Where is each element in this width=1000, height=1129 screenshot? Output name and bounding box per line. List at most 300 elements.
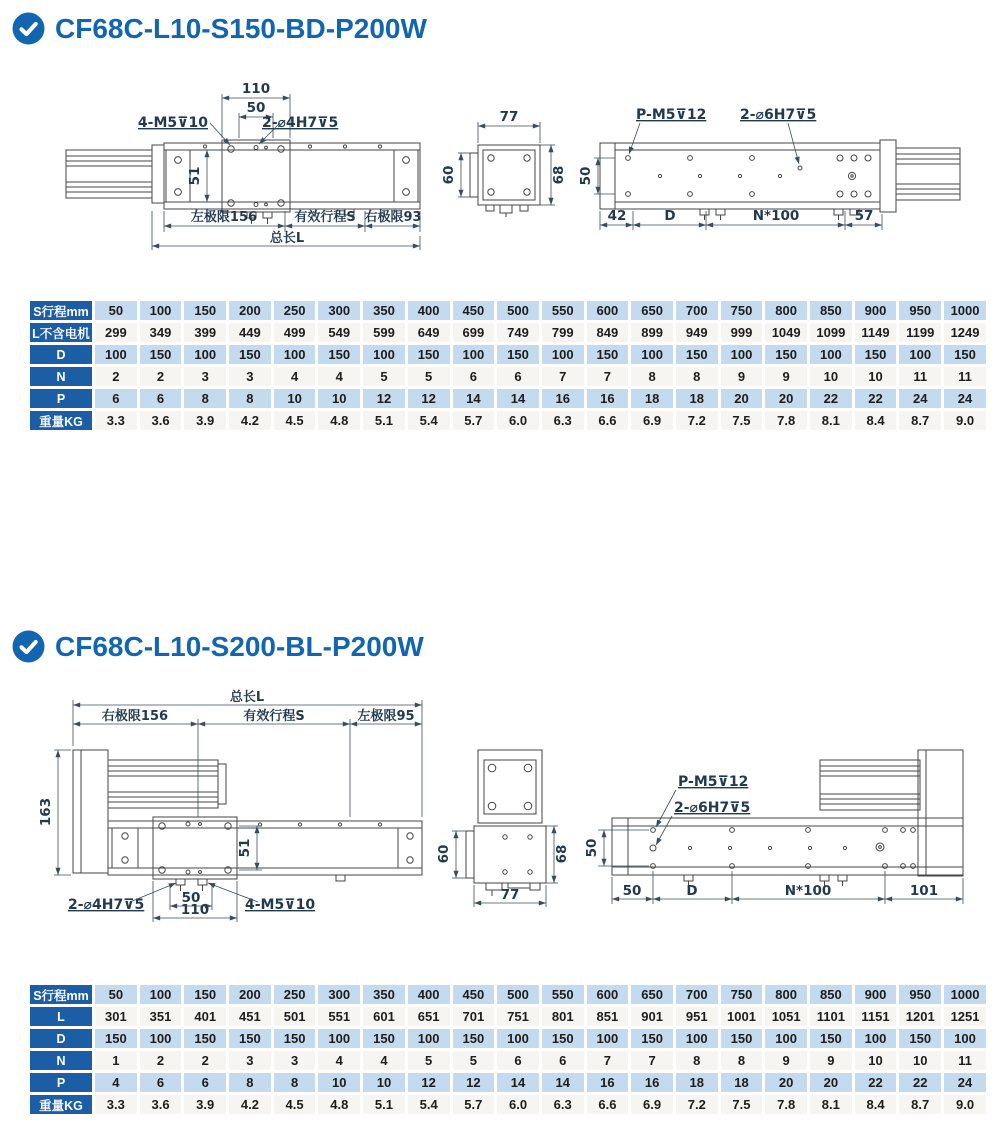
table-cell: 18	[676, 389, 718, 408]
table-cell: 100	[453, 345, 495, 364]
table-cell: 16	[542, 389, 584, 408]
dim-label: 60	[441, 165, 457, 185]
table-cell: 751	[497, 1007, 539, 1026]
table-cell: 1149	[855, 323, 897, 342]
table-row	[30, 1051, 986, 1070]
table-cell: 900	[855, 301, 897, 320]
dim-label: 101	[909, 883, 939, 899]
dim-label: 50	[578, 166, 594, 186]
dim-label: 总长L	[269, 231, 305, 246]
table-cell: 24	[899, 389, 941, 408]
table-cell: 950	[899, 301, 941, 320]
table-cell: 150	[229, 1029, 271, 1048]
dim-label: 50	[584, 838, 600, 858]
table-cell: 10	[810, 367, 852, 386]
table-cell: 250	[274, 301, 316, 320]
row-header: 重量KG	[30, 411, 92, 430]
table-cell: 100	[855, 1029, 897, 1048]
table-cell: 8.1	[810, 1095, 852, 1114]
table-row	[30, 301, 986, 320]
table-row	[30, 1073, 986, 1092]
table-cell: 7	[542, 367, 584, 386]
table-row	[30, 367, 986, 386]
product-header-1	[12, 12, 427, 45]
table-cell: 150	[229, 345, 271, 364]
table-cell: 11	[899, 367, 941, 386]
table-cell: 250	[274, 985, 316, 1004]
table-cell: 11	[944, 1051, 986, 1070]
table-cell: 401	[184, 1007, 226, 1026]
table-cell: 650	[631, 301, 673, 320]
table-cell: 1151	[855, 1007, 897, 1026]
table-cell: 7.2	[676, 1095, 718, 1114]
table-cell: 3.6	[140, 1095, 182, 1114]
dim-label: N*100	[752, 208, 800, 224]
table-cell: 649	[408, 323, 450, 342]
table-cell: 3	[229, 367, 271, 386]
table-cell: 549	[318, 323, 360, 342]
table-cell: 4	[95, 1073, 137, 1092]
table-cell: 5	[408, 1051, 450, 1070]
table-cell: 2	[95, 367, 137, 386]
table-cell: 400	[408, 301, 450, 320]
table-cell: 8.4	[855, 411, 897, 430]
table-cell: 301	[95, 1007, 137, 1026]
table-cell: 6.9	[631, 411, 673, 430]
table-cell: 1001	[721, 1007, 763, 1026]
table-cell: 2	[184, 1051, 226, 1070]
table-cell: 150	[184, 301, 226, 320]
table-row	[30, 345, 986, 364]
table-cell: 7	[631, 1051, 673, 1070]
screw-callout: 4-M5⊽10	[137, 115, 208, 131]
table-cell: 100	[587, 1029, 629, 1048]
row-header: 重量KG	[30, 1095, 92, 1114]
table-cell: 349	[140, 323, 182, 342]
table-cell: 1000	[944, 301, 986, 320]
table-cell: 150	[542, 1029, 584, 1048]
table-cell: 701	[453, 1007, 495, 1026]
table-cell: 6	[497, 1051, 539, 1070]
table-cell: 150	[363, 1029, 405, 1048]
table-cell: 8	[184, 389, 226, 408]
dim-label: 57	[854, 208, 874, 224]
table-cell: 100	[140, 985, 182, 1004]
table-cell: 100	[140, 301, 182, 320]
table-cell: 100	[542, 345, 584, 364]
table-cell: 22	[899, 1073, 941, 1092]
table-cell: 7.5	[721, 1095, 763, 1114]
table-cell: 5	[453, 1051, 495, 1070]
table-cell: 3.9	[184, 1095, 226, 1114]
table-cell: 8	[229, 389, 271, 408]
table-cell: 8.1	[810, 411, 852, 430]
table-cell: 5	[408, 367, 450, 386]
table-cell: 100	[899, 345, 941, 364]
table-cell: 4	[318, 1051, 360, 1070]
table-cell: 7.2	[676, 411, 718, 430]
table-cell: 100	[810, 345, 852, 364]
table-cell: 651	[408, 1007, 450, 1026]
dim-label: 68	[554, 844, 570, 864]
table-cell: 950	[899, 985, 941, 1004]
table-cell: 4	[318, 367, 360, 386]
table-cell: 3.9	[184, 411, 226, 430]
table-cell: 6.6	[587, 1095, 629, 1114]
table-cell: 1199	[899, 323, 941, 342]
table-cell: 350	[363, 985, 405, 1004]
table-cell: 5.4	[408, 1095, 450, 1114]
table-cell: 100	[363, 345, 405, 364]
table-cell: 800	[765, 301, 807, 320]
table-cell: 8.7	[899, 411, 941, 430]
dim-label: 有效行程S	[294, 210, 356, 225]
table-cell: 10	[318, 389, 360, 408]
table-cell: 20	[721, 389, 763, 408]
dim-label: N*100	[784, 883, 832, 899]
table-cell: 400	[408, 985, 450, 1004]
dim-label: 77	[500, 887, 520, 903]
table-cell: 100	[184, 345, 226, 364]
table-cell: 6.3	[542, 411, 584, 430]
table-cell: 600	[587, 985, 629, 1004]
spec-table-2	[27, 982, 989, 1117]
dim-label: 51	[237, 838, 253, 858]
section-view-geometry	[470, 145, 540, 217]
check-icon	[12, 630, 45, 663]
table-cell: 4.5	[274, 1095, 316, 1114]
table-cell: 150	[676, 345, 718, 364]
table-cell: 100	[676, 1029, 718, 1048]
table-cell: 150	[497, 345, 539, 364]
table-cell: 100	[765, 1029, 807, 1048]
table-cell: 100	[408, 1029, 450, 1048]
table-cell: 849	[587, 323, 629, 342]
table-cell: 22	[810, 389, 852, 408]
side-view-geometry	[612, 750, 963, 886]
table-cell: 150	[944, 345, 986, 364]
row-header: P	[30, 389, 92, 408]
table-cell: 6.9	[631, 1095, 673, 1114]
table-cell: 551	[318, 1007, 360, 1026]
table-cell: 150	[810, 1029, 852, 1048]
table-cell: 8.4	[855, 1095, 897, 1114]
table-cell: 999	[721, 323, 763, 342]
table-cell: 699	[453, 323, 495, 342]
table-cell: 501	[274, 1007, 316, 1026]
table-cell: 8.7	[899, 1095, 941, 1114]
table-cell: 100	[497, 1029, 539, 1048]
table-cell: 1249	[944, 323, 986, 342]
table-cell: 749	[497, 323, 539, 342]
table-cell: 6.6	[587, 411, 629, 430]
section-view-dimensions	[441, 109, 567, 205]
product-title: CF68C-L10-S150-BD-P200W	[55, 12, 427, 44]
table-cell: 150	[631, 1029, 673, 1048]
table-cell: 12	[408, 389, 450, 408]
table-cell: 3.3	[95, 1095, 137, 1114]
table-cell: 20	[765, 389, 807, 408]
table-cell: 299	[95, 323, 137, 342]
spec-table-1	[27, 298, 989, 433]
table-cell: 5.7	[453, 1095, 495, 1114]
table-cell: 6	[497, 367, 539, 386]
table-cell: 700	[676, 301, 718, 320]
pin-callout: 2-⌀6H7⊽5	[674, 800, 751, 816]
table-cell: 18	[631, 389, 673, 408]
table-cell: 1101	[810, 1007, 852, 1026]
table-cell: 16	[631, 1073, 673, 1092]
table-cell: 3	[184, 367, 226, 386]
table-cell: 1051	[765, 1007, 807, 1026]
table-cell: 10	[855, 1051, 897, 1070]
table-cell: 4.8	[318, 411, 360, 430]
table-cell: 10	[363, 1073, 405, 1092]
table-cell: 10	[274, 389, 316, 408]
table-cell: 3.6	[140, 411, 182, 430]
table-cell: 750	[721, 301, 763, 320]
table-cell: 200	[229, 301, 271, 320]
table-cell: 18	[676, 1073, 718, 1092]
table-cell: 451	[229, 1007, 271, 1026]
table-cell: 900	[855, 985, 897, 1004]
table-cell: 951	[676, 1007, 718, 1026]
pin-callout: 2-⌀4H7⊽5	[262, 115, 339, 131]
table-cell: 14	[542, 1073, 584, 1092]
table-cell: 601	[363, 1007, 405, 1026]
table-cell: 20	[810, 1073, 852, 1092]
table-cell: 300	[318, 301, 360, 320]
table-cell: 6	[140, 1073, 182, 1092]
table-cell: 6.0	[497, 1095, 539, 1114]
table-cell: 150	[721, 1029, 763, 1048]
table-cell: 100	[274, 345, 316, 364]
table-cell: 2	[140, 1051, 182, 1070]
table-cell: 6	[542, 1051, 584, 1070]
table-cell: 2	[140, 367, 182, 386]
dim-label: 右极限156	[101, 709, 169, 724]
table-cell: 150	[587, 345, 629, 364]
dim-label: 77	[499, 109, 519, 125]
table-cell: 9	[765, 1051, 807, 1070]
table-row	[30, 411, 986, 430]
pin-callout: 2-⌀6H7⊽5	[740, 107, 817, 123]
table-cell: 750	[721, 985, 763, 1004]
table-cell: 300	[318, 985, 360, 1004]
product-header-2	[12, 630, 424, 663]
table-cell: 6	[140, 389, 182, 408]
table-cell: 12	[363, 389, 405, 408]
table-cell: 16	[587, 389, 629, 408]
table-cell: 150	[453, 1029, 495, 1048]
screw-callout: P-M5⊽12	[678, 774, 749, 790]
table-cell: 11	[944, 367, 986, 386]
table-cell: 4	[274, 367, 316, 386]
table-cell: 7	[587, 367, 629, 386]
table-cell: 450	[453, 301, 495, 320]
table-cell: 850	[810, 301, 852, 320]
table-cell: 150	[855, 345, 897, 364]
table-cell: 500	[497, 985, 539, 1004]
table-cell: 8	[631, 367, 673, 386]
table-cell: 8	[721, 1051, 763, 1070]
table-cell: 700	[676, 985, 718, 1004]
table-cell: 100	[95, 345, 137, 364]
table-cell: 8	[229, 1073, 271, 1092]
table-cell: 550	[542, 301, 584, 320]
dim-label: 68	[551, 165, 567, 185]
table-cell: 100	[140, 1029, 182, 1048]
table-cell: 9	[810, 1051, 852, 1070]
product-title: CF68C-L10-S200-BL-P200W	[55, 630, 424, 662]
table-cell: 1201	[899, 1007, 941, 1026]
row-header: D	[30, 1029, 92, 1048]
table-cell: 100	[944, 1029, 986, 1048]
table-cell: 1	[95, 1051, 137, 1070]
table-cell: 899	[631, 323, 673, 342]
row-header: L	[30, 1007, 92, 1026]
table-row	[30, 1095, 986, 1114]
check-icon	[12, 12, 45, 45]
dim-label: D	[664, 208, 676, 224]
table-cell: 200	[229, 985, 271, 1004]
dim-label: 左极限156	[190, 210, 258, 225]
table-row	[30, 985, 986, 1004]
table-cell: 14	[453, 389, 495, 408]
table-cell: 8	[676, 1051, 718, 1070]
table-cell: 4	[363, 1051, 405, 1070]
table-cell: 6	[95, 389, 137, 408]
screw-callout: 4-M5⊽10	[245, 897, 316, 913]
dim-label: 总长L	[229, 690, 265, 705]
table-cell: 6.3	[542, 1095, 584, 1114]
row-header: N	[30, 367, 92, 386]
table-cell: 150	[408, 345, 450, 364]
technical-drawing-top-view-1	[0, 70, 1000, 300]
table-cell: 20	[765, 1073, 807, 1092]
table-cell: 850	[810, 985, 852, 1004]
table-cell: 8	[676, 367, 718, 386]
table-cell: 12	[408, 1073, 450, 1092]
table-row	[30, 323, 986, 342]
table-cell: 7	[587, 1051, 629, 1070]
plan-view-dimensions	[138, 81, 422, 250]
table-cell: 24	[944, 389, 986, 408]
table-cell: 3	[274, 1051, 316, 1070]
table-cell: 14	[497, 389, 539, 408]
section-view-geometry	[466, 750, 546, 896]
dim-label: 50	[622, 883, 642, 899]
dim-label: 50	[246, 100, 266, 116]
table-cell: 4.2	[229, 1095, 271, 1114]
table-row	[30, 1007, 986, 1026]
table-cell: 6.0	[497, 411, 539, 430]
table-cell: 9	[721, 367, 763, 386]
table-cell: 9.0	[944, 411, 986, 430]
table-cell: 1049	[765, 323, 807, 342]
dim-label: 右极限93	[364, 210, 422, 225]
table-cell: 10	[899, 1051, 941, 1070]
table-cell: 499	[274, 323, 316, 342]
table-cell: 5	[363, 367, 405, 386]
table-cell: 100	[631, 345, 673, 364]
table-cell: 150	[184, 1029, 226, 1048]
table-cell: 350	[363, 301, 405, 320]
table-cell: 4.2	[229, 411, 271, 430]
table-cell: 5.1	[363, 411, 405, 430]
table-cell: 1000	[944, 985, 986, 1004]
table-cell: 50	[95, 985, 137, 1004]
table-cell: 150	[95, 1029, 137, 1048]
table-cell: 500	[497, 301, 539, 320]
table-cell: 901	[631, 1007, 673, 1026]
table-cell: 7.8	[765, 411, 807, 430]
row-header: S行程mm	[30, 301, 92, 320]
row-header: S行程mm	[30, 985, 92, 1004]
table-cell: 4.5	[274, 411, 316, 430]
dim-label: 110	[180, 902, 210, 918]
table-cell: 801	[542, 1007, 584, 1026]
table-cell: 150	[140, 345, 182, 364]
table-cell: 22	[855, 1073, 897, 1092]
row-header: D	[30, 345, 92, 364]
table-cell: 100	[318, 1029, 360, 1048]
table-cell: 4.8	[318, 1095, 360, 1114]
table-cell: 8	[274, 1073, 316, 1092]
dim-label: 60	[436, 844, 452, 864]
table-cell: 50	[95, 301, 137, 320]
table-cell: 6	[453, 367, 495, 386]
table-cell: 150	[765, 345, 807, 364]
table-cell: 1251	[944, 1007, 986, 1026]
table-cell: 150	[899, 1029, 941, 1048]
row-header: P	[30, 1073, 92, 1092]
table-cell: 550	[542, 985, 584, 1004]
table-cell: 150	[274, 1029, 316, 1048]
table-cell: 351	[140, 1007, 182, 1026]
row-header: L不含电机	[30, 323, 92, 342]
dim-label: 42	[607, 208, 627, 224]
table-cell: 6	[184, 1073, 226, 1092]
dim-label: 110	[241, 81, 271, 97]
table-cell: 10	[855, 367, 897, 386]
table-cell: 10	[318, 1073, 360, 1092]
table-cell: 800	[765, 985, 807, 1004]
table-cell: 7.5	[721, 411, 763, 430]
dim-label: 51	[187, 166, 203, 186]
table-cell: 9	[765, 367, 807, 386]
table-row	[30, 389, 986, 408]
dim-label: 163	[38, 797, 54, 827]
table-cell: 5.4	[408, 411, 450, 430]
technical-drawing-top-view-2	[0, 686, 1000, 938]
table-cell: 7.8	[765, 1095, 807, 1114]
side-view-dimensions	[578, 107, 882, 230]
row-header: N	[30, 1051, 92, 1070]
plan-view-dimensions	[38, 689, 422, 922]
table-cell: 949	[676, 323, 718, 342]
table-cell: 24	[944, 1073, 986, 1092]
table-cell: 22	[855, 389, 897, 408]
table-cell: 12	[453, 1073, 495, 1092]
pin-callout: 2-⌀4H7⊽5	[68, 897, 145, 913]
screw-callout: P-M5⊽12	[636, 107, 707, 123]
table-cell: 150	[184, 985, 226, 1004]
table-cell: 450	[453, 985, 495, 1004]
table-cell: 399	[184, 323, 226, 342]
table-cell: 16	[587, 1073, 629, 1092]
table-cell: 599	[363, 323, 405, 342]
